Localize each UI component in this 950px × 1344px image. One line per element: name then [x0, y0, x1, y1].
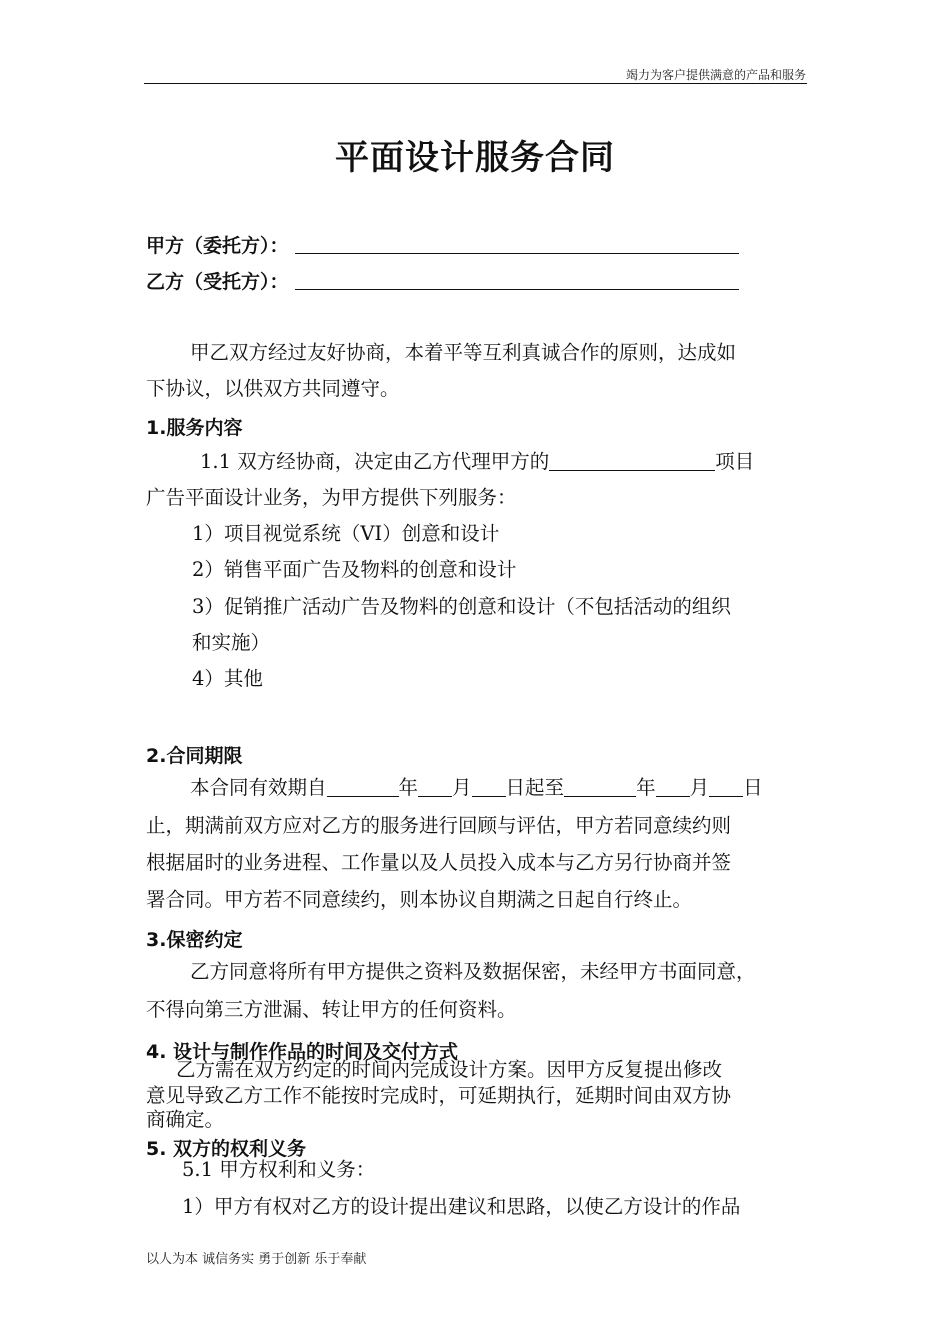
footer-motto: 以人为本 诚信务实 勇于创新 乐于奉献: [146, 1252, 367, 1267]
end-year-label: 年: [636, 776, 656, 799]
clause-1-1-line-2: 广告平面设计业务，为甲方提供下列服务：: [146, 486, 517, 509]
end-month-blank[interactable]: [656, 778, 690, 797]
section-4-heading: 4. 设计与制作作品的时间及交付方式: [146, 1041, 459, 1063]
intro-line-1: 甲乙双方经过友好协商，本着平等互利真诚合作的原则，达成如: [190, 341, 737, 364]
service-item-1: 1）项目视觉系统（VI）创意和设计: [192, 522, 500, 545]
section-1-heading: 1.服务内容: [146, 417, 243, 439]
document-title: 平面设计服务合同: [335, 138, 615, 178]
service-item-4: 4）其他: [192, 667, 263, 690]
rights-item-1: 1）甲方有权对乙方的设计提出建议和思路，以使乙方设计的作品: [182, 1195, 741, 1218]
party-b-blank[interactable]: [295, 273, 739, 290]
intro-line-2: 下协议，以供双方共同遵守。: [146, 377, 400, 400]
end-month-label: 月: [689, 776, 710, 799]
service-item-3-line-1: 3）促销推广活动广告及物料的创意和设计（不包括活动的组织: [192, 595, 731, 618]
service-item-3-line-2: 和实施）: [192, 631, 271, 654]
term-line-1: [190, 770, 763, 806]
delivery-line-1: 乙方需在双方约定的时间内完成设计方案。因甲方反复提出修改: [176, 1058, 723, 1081]
service-item-2: 2）销售平面广告及物料的创意和设计: [192, 558, 517, 581]
start-year-blank[interactable]: [327, 778, 399, 797]
party-a-blank[interactable]: [295, 237, 739, 254]
section-2-heading: 2.合同期限: [146, 745, 243, 767]
party-b-label: 乙方（受托方）：: [146, 271, 289, 293]
term-line-2: 止，期满前双方应对乙方的服务进行回顾与评估，甲方若同意续约则: [146, 814, 732, 837]
section-5-heading: 5. 双方的权利义务: [146, 1138, 307, 1160]
end-day-label: 日: [743, 776, 763, 799]
term-start-text: 本合同有效期自: [190, 776, 327, 799]
section-3-heading: 3.保密约定: [146, 929, 243, 951]
end-day-blank[interactable]: [709, 778, 743, 797]
delivery-line-3: 商确定。: [146, 1108, 225, 1131]
party-b-row: [146, 267, 739, 294]
start-day-label: 日起至: [505, 776, 565, 799]
end-year-blank[interactable]: [564, 778, 636, 797]
clause-1-1-suffix: 项目: [715, 450, 755, 473]
start-month-blank[interactable]: [418, 778, 452, 797]
header-slogan: 竭力为客户提供满意的产品和服务: [625, 68, 806, 82]
project-name-blank[interactable]: [549, 452, 715, 471]
party-a-label: 甲方（委托方）：: [146, 235, 289, 257]
confidentiality-line-1: 乙方同意将所有甲方提供之资料及数据保密，未经甲方书面同意，: [190, 960, 756, 983]
start-day-blank[interactable]: [472, 778, 506, 797]
term-line-3: 根据届时的业务进程、工作量以及人员投入成本与乙方另行协商并签: [146, 851, 732, 874]
start-year-label: 年: [398, 776, 419, 799]
delivery-line-2: 意见导致乙方工作不能按时完成时，可延期执行，延期时间由双方协: [146, 1084, 732, 1107]
clause-1-1-line-1: [200, 444, 754, 480]
start-month-label: 月: [452, 776, 472, 799]
clause-5-1: 5.1 甲方权利和义务：: [182, 1158, 376, 1181]
confidentiality-line-2: 不得向第三方泄漏、转让甲方的任何资料。: [146, 998, 517, 1021]
term-line-4: 署合同。甲方若不同意续约，则本协议自期满之日起自行终止。: [146, 888, 693, 911]
header-rule: [144, 83, 807, 84]
clause-1-1-text: 1.1 双方经协商，决定由乙方代理甲方的: [200, 450, 550, 473]
party-a-row: [146, 231, 739, 258]
